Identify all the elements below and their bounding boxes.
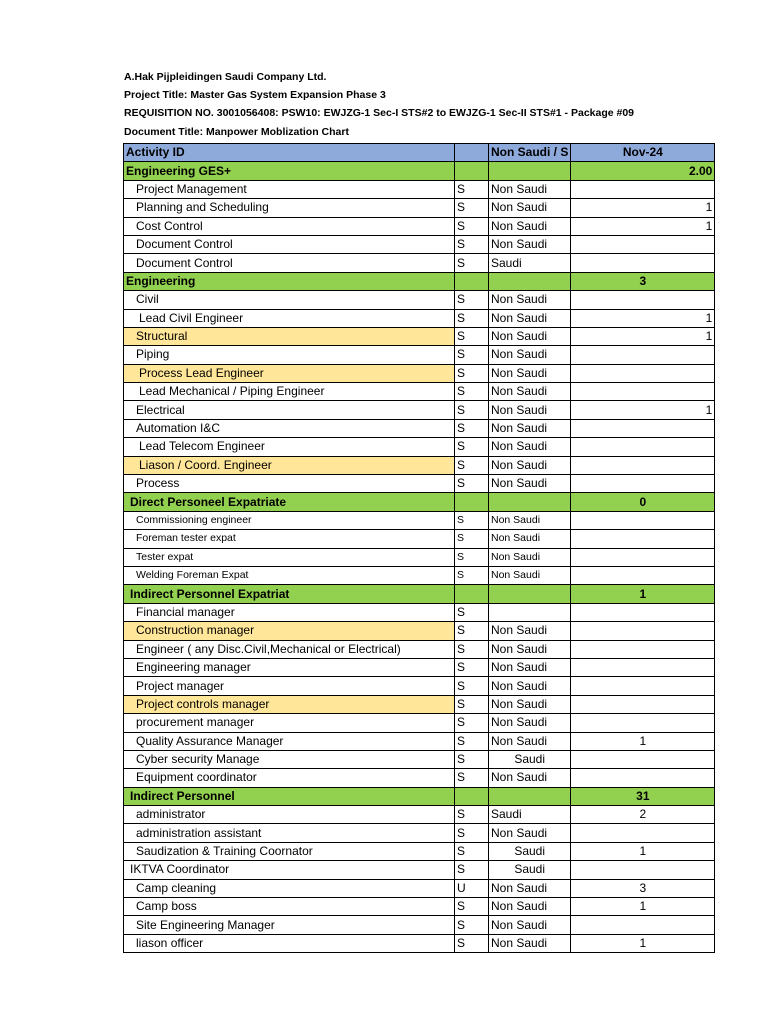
table-row — [124, 199, 715, 217]
activity-count — [571, 769, 715, 787]
activity-name: Automation I&C — [124, 419, 455, 437]
column-header-activity: Activity ID — [124, 144, 455, 162]
activity-count — [571, 750, 715, 768]
activity-count — [571, 824, 715, 842]
activity-name: Document Control — [124, 235, 455, 253]
table-row — [124, 879, 715, 897]
activity-name: IKTVA Coordinator — [124, 861, 455, 879]
activity-nationality: Non Saudi — [489, 235, 571, 253]
activity-nationality: Non Saudi — [489, 916, 571, 934]
table-row — [124, 235, 715, 253]
table-row — [124, 566, 715, 584]
table-row — [124, 438, 715, 456]
table-row — [124, 842, 715, 860]
activity-count — [571, 235, 715, 253]
activity-name: Project controls manager — [124, 695, 455, 713]
activity-nationality: Non Saudi — [489, 291, 571, 309]
activity-nationality: Non Saudi — [489, 419, 571, 437]
activity-nationality: Non Saudi — [489, 530, 571, 548]
section-type-cell — [455, 585, 489, 603]
activity-name: Foreman tester expat — [124, 530, 455, 548]
activity-count: 1 — [571, 217, 715, 235]
activity-nationality: Non Saudi — [489, 769, 571, 787]
table-row — [124, 916, 715, 934]
table-row — [124, 603, 715, 621]
table-row — [124, 750, 715, 768]
activity-type: S — [455, 419, 489, 437]
activity-type: S — [455, 383, 489, 401]
activity-count — [571, 677, 715, 695]
section-nationality-cell — [489, 585, 571, 603]
activity-count: 1 — [571, 934, 715, 952]
activity-nationality: Non Saudi — [489, 732, 571, 750]
activity-type: S — [455, 732, 489, 750]
activity-nationality: Saudi — [489, 842, 571, 860]
activity-type: S — [455, 566, 489, 584]
activity-count: 3 — [571, 879, 715, 897]
section-nationality-cell — [489, 272, 571, 290]
activity-type: S — [455, 438, 489, 456]
activity-type: S — [455, 364, 489, 382]
activity-count — [571, 566, 715, 584]
section-total: 31 — [571, 787, 715, 805]
activity-nationality: Saudi — [489, 806, 571, 824]
activity-type: S — [455, 824, 489, 842]
activity-count — [571, 622, 715, 640]
column-header-type — [455, 144, 489, 162]
activity-count — [571, 695, 715, 713]
activity-count: 1 — [571, 327, 715, 345]
activity-nationality: Non Saudi — [489, 511, 571, 529]
activity-name: Camp cleaning — [124, 879, 455, 897]
activity-type: S — [455, 658, 489, 676]
section-row — [124, 162, 715, 180]
activity-type: S — [455, 861, 489, 879]
manpower-table-body — [124, 144, 715, 953]
section-row — [124, 787, 715, 805]
activity-name: Quality Assurance Manager — [124, 732, 455, 750]
activity-count — [571, 640, 715, 658]
manpower-table — [123, 143, 715, 953]
activity-name: Engineer ( any Disc.Civil,Mechanical or Electrical) — [124, 640, 455, 658]
section-type-cell — [455, 162, 489, 180]
activity-count — [571, 180, 715, 198]
activity-type: S — [455, 898, 489, 916]
activity-type: S — [455, 511, 489, 529]
table-row — [124, 548, 715, 566]
activity-type: S — [455, 309, 489, 327]
section-type-cell — [455, 272, 489, 290]
activity-count — [571, 548, 715, 566]
activity-nationality: Non Saudi — [489, 622, 571, 640]
section-row — [124, 585, 715, 603]
activity-type: S — [455, 769, 489, 787]
table-row — [124, 364, 715, 382]
table-row — [124, 419, 715, 437]
activity-nationality: Non Saudi — [489, 566, 571, 584]
activity-nationality: Non Saudi — [489, 824, 571, 842]
activity-name: Structural — [124, 327, 455, 345]
section-nationality-cell — [489, 162, 571, 180]
activity-name: Process Lead Engineer — [124, 364, 455, 382]
activity-nationality: Non Saudi — [489, 714, 571, 732]
activity-name: Commissioning engineer — [124, 511, 455, 529]
table-row — [124, 180, 715, 198]
activity-name: Project Management — [124, 180, 455, 198]
activity-type: S — [455, 916, 489, 934]
column-header-nationality: Non Saudi / S — [489, 144, 571, 162]
activity-name: Process — [124, 475, 455, 493]
activity-count — [571, 254, 715, 272]
table-row — [124, 346, 715, 364]
section-type-cell — [455, 787, 489, 805]
activity-type: S — [455, 806, 489, 824]
activity-nationality: Non Saudi — [489, 438, 571, 456]
activity-type: S — [455, 622, 489, 640]
activity-type: S — [455, 199, 489, 217]
activity-name: Civil — [124, 291, 455, 309]
activity-count: 1 — [571, 199, 715, 217]
activity-name: Tester expat — [124, 548, 455, 566]
table-row — [124, 714, 715, 732]
activity-count — [571, 511, 715, 529]
activity-name: administration assistant — [124, 824, 455, 842]
activity-name: Cyber security Manage — [124, 750, 455, 768]
table-row — [124, 254, 715, 272]
activity-name: Planning and Scheduling — [124, 199, 455, 217]
activity-name: Lead Telecom Engineer — [124, 438, 455, 456]
activity-name: liason officer — [124, 934, 455, 952]
activity-count — [571, 456, 715, 474]
requisition-number: REQUISITION NO. 3001056408: PSW10: EWJZG-1 Sec-I STS#2 to EWJZG-1 Sec-II STS#1 - Package #09 — [124, 107, 635, 119]
activity-nationality: Saudi — [489, 254, 571, 272]
section-nationality-cell — [489, 787, 571, 805]
activity-type: S — [455, 346, 489, 364]
activity-type: S — [455, 934, 489, 952]
column-header-month: Nov-24 — [571, 144, 715, 162]
activity-type: S — [455, 548, 489, 566]
activity-type: S — [455, 530, 489, 548]
activity-type: S — [455, 401, 489, 419]
activity-nationality: Non Saudi — [489, 309, 571, 327]
table-row — [124, 622, 715, 640]
document-title: Document Title: Manpower Moblization Chart — [124, 126, 349, 138]
table-row — [124, 383, 715, 401]
activity-nationality: Non Saudi — [489, 199, 571, 217]
activity-type: S — [455, 217, 489, 235]
activity-nationality: Non Saudi — [489, 217, 571, 235]
activity-type: S — [455, 750, 489, 768]
activity-count: 1 — [571, 842, 715, 860]
activity-name: Lead Mechanical / Piping Engineer — [124, 383, 455, 401]
activity-count: 1 — [571, 401, 715, 419]
section-type-cell — [455, 493, 489, 511]
activity-nationality: Non Saudi — [489, 180, 571, 198]
activity-nationality: Non Saudi — [489, 934, 571, 952]
activity-nationality: Non Saudi — [489, 401, 571, 419]
section-total: 3 — [571, 272, 715, 290]
activity-type: S — [455, 475, 489, 493]
activity-type: S — [455, 842, 489, 860]
activity-nationality — [489, 603, 571, 621]
activity-nationality: Non Saudi — [489, 364, 571, 382]
activity-type: S — [455, 456, 489, 474]
table-row — [124, 456, 715, 474]
section-name: Engineering — [124, 272, 455, 290]
activity-name: administrator — [124, 806, 455, 824]
activity-name: Financial manager — [124, 603, 455, 621]
activity-count — [571, 383, 715, 401]
table-row — [124, 824, 715, 842]
activity-nationality: Non Saudi — [489, 898, 571, 916]
activity-count — [571, 438, 715, 456]
activity-name: Document Control — [124, 254, 455, 272]
activity-name: Engineering manager — [124, 658, 455, 676]
activity-type: S — [455, 714, 489, 732]
activity-type: S — [455, 254, 489, 272]
activity-count — [571, 861, 715, 879]
activity-count — [571, 364, 715, 382]
table-row — [124, 898, 715, 916]
activity-name: Welding Foreman Expat — [124, 566, 455, 584]
activity-type: S — [455, 640, 489, 658]
activity-type: S — [455, 235, 489, 253]
table-row — [124, 806, 715, 824]
activity-nationality: Non Saudi — [489, 879, 571, 897]
activity-nationality: Non Saudi — [489, 695, 571, 713]
activity-nationality: Saudi — [489, 750, 571, 768]
table-row — [124, 401, 715, 419]
activity-nationality: Non Saudi — [489, 346, 571, 364]
table-row — [124, 640, 715, 658]
activity-count — [571, 658, 715, 676]
activity-name: Equipment coordinator — [124, 769, 455, 787]
activity-nationality: Non Saudi — [489, 548, 571, 566]
activity-type: S — [455, 695, 489, 713]
activity-name: procurement manager — [124, 714, 455, 732]
activity-type: U — [455, 879, 489, 897]
activity-count — [571, 419, 715, 437]
activity-name: Electrical — [124, 401, 455, 419]
activity-count: 2 — [571, 806, 715, 824]
table-row — [124, 677, 715, 695]
table-row — [124, 658, 715, 676]
table-row — [124, 732, 715, 750]
section-row — [124, 272, 715, 290]
activity-name: Construction manager — [124, 622, 455, 640]
activity-name: Saudization & Training Coornator — [124, 842, 455, 860]
activity-type: S — [455, 291, 489, 309]
section-total: 1 — [571, 585, 715, 603]
activity-nationality: Non Saudi — [489, 677, 571, 695]
activity-name: Camp boss — [124, 898, 455, 916]
activity-name: Cost Control — [124, 217, 455, 235]
section-total: 2.00 — [571, 162, 715, 180]
table-row — [124, 475, 715, 493]
table-row — [124, 217, 715, 235]
activity-nationality: Non Saudi — [489, 640, 571, 658]
table-row — [124, 327, 715, 345]
activity-type: S — [455, 677, 489, 695]
section-name: Engineering GES+ — [124, 162, 455, 180]
activity-nationality: Non Saudi — [489, 383, 571, 401]
section-name: Indirect Personnel Expatriat — [124, 585, 455, 603]
section-name: Indirect Personnel — [124, 787, 455, 805]
table-row — [124, 291, 715, 309]
table-row — [124, 769, 715, 787]
section-nationality-cell — [489, 493, 571, 511]
table-row — [124, 861, 715, 879]
activity-name: Piping — [124, 346, 455, 364]
activity-count: 1 — [571, 309, 715, 327]
table-row — [124, 309, 715, 327]
activity-nationality: Non Saudi — [489, 475, 571, 493]
activity-type: S — [455, 180, 489, 198]
activity-name: Site Engineering Manager — [124, 916, 455, 934]
activity-count: 1 — [571, 732, 715, 750]
table-row — [124, 934, 715, 952]
section-total: 0 — [571, 493, 715, 511]
section-row — [124, 493, 715, 511]
activity-nationality: Non Saudi — [489, 456, 571, 474]
table-row — [124, 530, 715, 548]
activity-type: S — [455, 603, 489, 621]
activity-count: 1 — [571, 898, 715, 916]
activity-nationality: Non Saudi — [489, 658, 571, 676]
activity-count — [571, 916, 715, 934]
activity-count — [571, 603, 715, 621]
activity-count — [571, 530, 715, 548]
activity-nationality: Non Saudi — [489, 327, 571, 345]
section-name: Direct Personeel Expatriate — [124, 493, 455, 511]
activity-nationality: Saudi — [489, 861, 571, 879]
activity-count — [571, 346, 715, 364]
table-row — [124, 511, 715, 529]
company-name: A.Hak Pijpleidingen Saudi Company Ltd. — [124, 71, 327, 83]
activity-name: Liason / Coord. Engineer — [124, 456, 455, 474]
column-header-row — [124, 144, 715, 162]
activity-type: S — [455, 327, 489, 345]
project-title: Project Title: Master Gas System Expansion Phase 3 — [124, 89, 386, 101]
activity-name: Lead Civil Engineer — [124, 309, 455, 327]
table-row — [124, 695, 715, 713]
activity-count — [571, 475, 715, 493]
activity-count — [571, 714, 715, 732]
activity-name: Project manager — [124, 677, 455, 695]
activity-count — [571, 291, 715, 309]
